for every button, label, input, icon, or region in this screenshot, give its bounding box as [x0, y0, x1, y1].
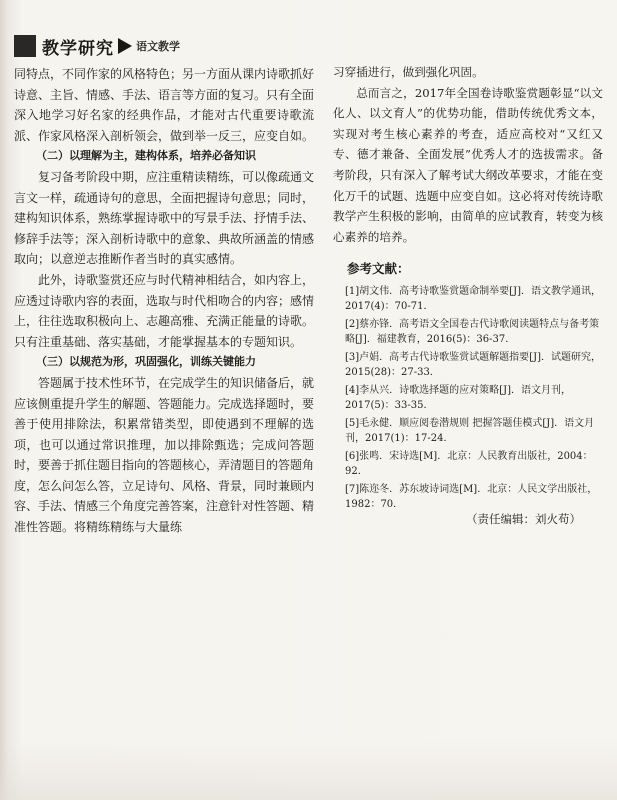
left-column — [14, 64, 314, 538]
paragraph: 总而言之，2017年全国卷诗歌鉴赏题彰显“以文化人、以文育人”的优势功能，借助传统优秀文本，实现对考生核心素养的考查，适应高校对“又红又专、德才兼备、全面发展”优秀人才的选拔需求。备考阶段，只有深入了解考试大纲改革要求，才能在变化万千的试题、选题中应变自如。这必将对传统诗歌教学产生积极的影响，由简单的应试教育，转变为核心素养的培养。 — [333, 85, 603, 244]
references-list — [345, 284, 603, 513]
reference-item: [4]李从兴．诗歌选择题的应对策略[J]．语文月刊，2017(5)：33-35． — [345, 384, 571, 412]
right-column — [333, 62, 603, 515]
reference-item: [2]蔡亦锋．高考语文全国卷古代诗歌阅读题特点与备考策略[J]．福建教育，2016(5)：36-37． — [345, 318, 600, 346]
responsible-editor: （责任编辑：刘火苟） — [466, 512, 581, 526]
reference-item: [1]胡文伟．高考诗歌鉴赏题命制举要[J]．语文教学通讯，2017(4)：70-71． — [345, 285, 601, 313]
subheading: （三）以规范为形，巩固强化，训练关键能力 — [36, 355, 256, 369]
references-heading: 参考文献： — [347, 261, 410, 277]
section-subtitle: 语文教学 — [136, 40, 180, 53]
reference-item: [6]张鸣．宋诗选[M]．北京：人民教育出版社，2004：92． — [345, 450, 593, 478]
reference-item: [3]卢娟．高考古代诗歌鉴赏试题解题指要[J]．试题研究，2015(28)：27-33． — [345, 351, 601, 379]
paragraph: 复习备考阶段中期，应注重精读精练，可以像疏通文言文一样，疏通诗句的意思，全面把握诗句意思；同时，建构知识体系，熟练掌握诗歌中的写景手法、抒情手法、修辞手法等；深入剖析诗歌中的意象、典故所涵盖的情感取向；以意逆志推断作者当时的真实感情。 — [14, 169, 315, 267]
subheading: （二）以理解为主，建构体系，培养必备知识 — [36, 149, 256, 163]
paragraph: 此外，诗歌鉴赏还应与时代精神相结合，如内容上，应透过诗歌内容的表面，选取与时代相吻合的内容；感情上，往往选取积极向上、志趣高雅、充满正能量的诗歌。只有注重基础、落实基础，才能掌握基本的专题知识。 — [14, 272, 315, 349]
section-title: 教学研究 — [42, 38, 114, 59]
page-shadow — [0, 740, 617, 800]
reference-item: [5]毛永健．顺应阅卷潜规则 把握答题佳模式[J]．语文月刊，2017(1)：17-24． — [345, 417, 595, 445]
section-header — [14, 32, 180, 60]
reference-item: [7]陈迩冬．苏东坡诗词选[M]．北京：人民文学出版社，1982：70． — [345, 483, 598, 511]
header-square-icon — [14, 35, 36, 57]
paragraph: 同特点，不同作家的风格特色；另一方面从课内诗歌抓好诗意、主旨、情感、手法、语言等方面的复习。只有全面深入地学习好名家的经典作品，才能对古代重要诗歌流派、作家风格深入剖析领会，做到举一反三，应变自如。 — [14, 67, 315, 143]
paragraph: 答题属于技术性环节，在完成学生的知识储备后，就应该侧重提升学生的解题、答题能力。完成选择题时，要善于使用排除法，积累常错类型，即使遇到不理解的选项，也可以通过常识推理，加以排除甄选；完成问答题时，要善于抓住题目指向的答题核心，弄清题目的答题角度，怎么问怎么答，立足诗句、风格、背景，同时兼顾内容、手法、情感三个角度完善答案，注意针对性答题、精准性答题。将精练精练与大量练 — [14, 375, 315, 535]
paragraph: 习穿插进行，做到强化巩固。 — [333, 65, 484, 79]
arrow-right-icon — [118, 38, 132, 54]
